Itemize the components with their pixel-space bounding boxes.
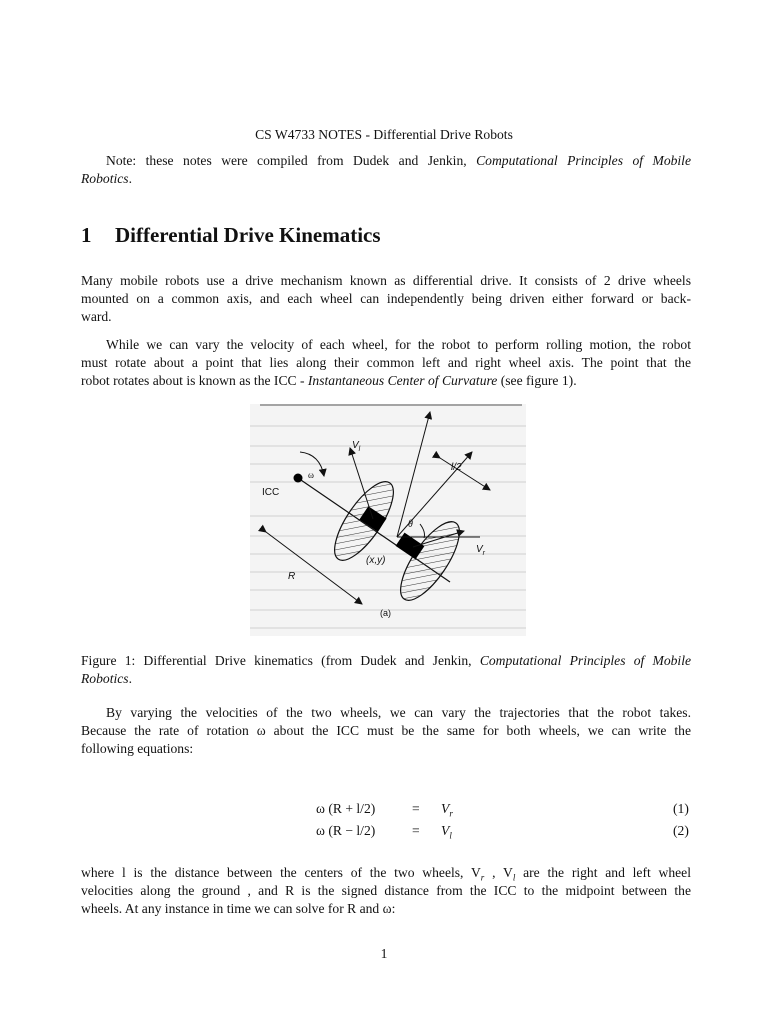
note-paragraph-line2 [81,170,132,188]
figure-caption-line1: Figure 1: Differential Drive kinematics (from Dudek and Jenkin, Computational Principles of Mobile [81,653,692,668]
icc-term: Instantaneous Center of Curvature [307,373,498,388]
label-omega: ω [308,470,314,480]
label-radius: R [288,571,296,582]
figure-caption-line2: Robotics. [81,671,132,686]
icc-point [294,474,303,483]
document-header: CS W4733 NOTES - Differential Drive Robots [255,127,513,142]
para3-line1: By varying the velocities of the two wheels, we can vary the trajectories that the robot takes. [106,705,691,720]
figure-differential-drive [250,404,526,636]
para1-line1: Many mobile robots use a drive mechanism known as differential drive. It consists of 2 drive wheels [81,273,691,288]
para3-line2: Because the rate of rotation ω about the ICC must be the same for both wheels, we can write the [81,723,691,738]
note-book-title-1: Computational Principles of Mobile [476,153,691,168]
equation-2-rhs: $V_l$ [441,823,452,841]
equation-1-lhs: ω (R + l/2) [316,801,376,816]
note-paragraph-line1 [81,152,691,170]
para4-line3: wheels. At any instance in time we can solve for R and ω: [81,901,396,916]
figure-diagram [250,404,526,636]
para2-line1: While we can vary the velocity of each wheel, for the robot to perform rolling motion, the robot [106,337,691,352]
section-heading [81,221,381,249]
note-book-title-2: Robotics [81,171,129,186]
label-vl: $V_l$ [352,440,361,453]
label-icc: ICC [262,487,280,498]
para4-line1: where l is the distance between the centers of the two wheels, $V_r$ , $V_l$ are the right and left wheel [81,865,691,883]
equation-1-eq: = [412,801,420,816]
equation-2-number: (2) [673,823,689,838]
label-xy: (x,y) [366,555,386,566]
label-vr: $V_r$ [476,544,486,557]
para3-line3: following equations: [81,741,194,756]
para4-line2: velocities along the ground , and R is the signed distance from the ICC to the midpoint between the [81,883,691,898]
section-number: 1 [81,223,92,247]
label-subfigure-a: (a) [380,608,391,618]
para1-line2: mounted on a common axis, and each wheel can independently being driven either forward or back- [81,291,691,306]
figure-background [250,404,526,636]
label-theta: θ [408,519,413,530]
equation-1-rhs: $V_r$ [441,801,453,819]
note-suffix: . [128,171,132,186]
para1-line3: ward. [81,309,112,324]
equation-1-number: (1) [673,801,689,816]
para2-line3: robot rotates about is known as the ICC - Instantaneous Center of Curvature (see figure 1). [81,373,577,388]
label-half-length: l/2 [451,462,462,473]
section-title: Differential Drive Kinematics [115,223,381,247]
note-prefix: Note: these notes were compiled from Dudek and Jenkin, [106,153,467,168]
equation-2-lhs: ω (R − l/2) [316,823,376,838]
page-number: 1 [380,946,388,961]
equation-2-eq: = [412,823,420,838]
para2-line2: must rotate about a point that lies along their common left and right wheel axis. The point that the [81,355,691,370]
